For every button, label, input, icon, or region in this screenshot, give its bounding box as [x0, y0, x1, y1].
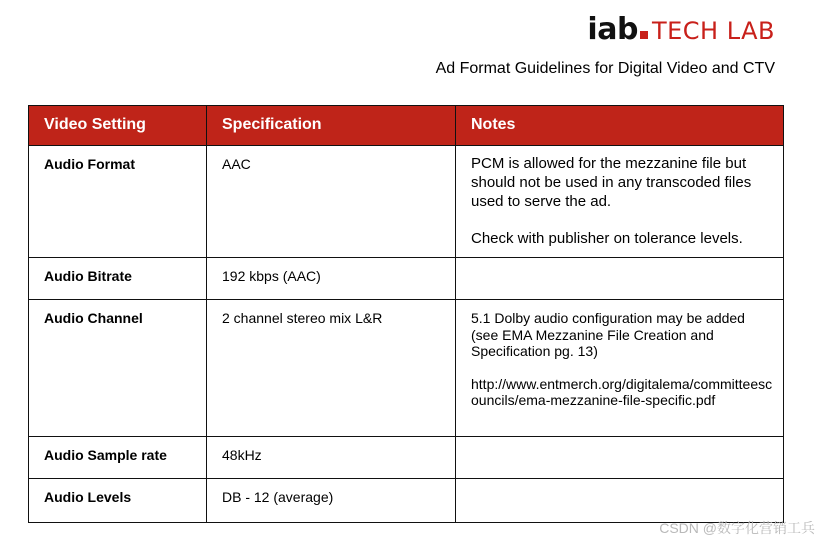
notes-cell: [456, 300, 784, 437]
note-paragraph: Check with publisher on tolerance levels.: [471, 230, 743, 247]
notes-cell: [456, 479, 784, 523]
spec-cell: AAC: [207, 146, 456, 258]
column-header-notes: Notes: [456, 106, 784, 146]
column-header-specification: Specification: [207, 106, 456, 146]
table-row: [29, 479, 784, 523]
table-row: [29, 300, 784, 437]
setting-cell: Audio Channel: [29, 300, 207, 437]
document-title: Ad Format Guidelines for Digital Video and CTV: [435, 60, 775, 77]
spec-cell: DB - 12 (average): [207, 479, 456, 523]
notes-cell: [456, 258, 784, 300]
table-row: [29, 437, 784, 479]
note-paragraph: PCM is allowed for the mezzanine file but should not be used in any transcoded files used to serve the ad.: [471, 155, 752, 210]
notes-cell: [456, 437, 784, 479]
table-header-row: [29, 106, 784, 146]
setting-cell: Audio Bitrate: [29, 258, 207, 300]
note-paragraph: 5.1 Dolby audio configuration may be added (see EMA Mezzanine File Creation and Specification pg. 13): [471, 310, 745, 359]
spec-cell: 2 channel stereo mix L&R: [207, 300, 456, 437]
setting-cell: Audio Sample rate: [29, 437, 207, 479]
column-header-video-setting: Video Setting: [29, 106, 207, 146]
spec-cell: 48kHz: [207, 437, 456, 479]
setting-cell: Audio Format: [29, 146, 207, 258]
notes-cell: [456, 146, 784, 258]
iab-tech-lab-logo: [587, 12, 775, 47]
spec-cell: 192 kbps (AAC): [207, 258, 456, 300]
logo-iab-text: iab: [587, 12, 638, 47]
table-row: [29, 258, 784, 300]
table-row: [29, 146, 784, 258]
logo-dot-icon: [640, 31, 648, 39]
csdn-watermark: CSDN @数字化营销工兵: [659, 520, 815, 536]
setting-cell: Audio Levels: [29, 479, 207, 523]
note-link[interactable]: http://www.entmerch.org/digitalema/committeescouncils/ema-mezzanine-file-specific.pdf: [471, 375, 773, 408]
audio-spec-table: [28, 105, 784, 523]
logo-tech-lab-text: TECH LAB: [651, 17, 775, 45]
